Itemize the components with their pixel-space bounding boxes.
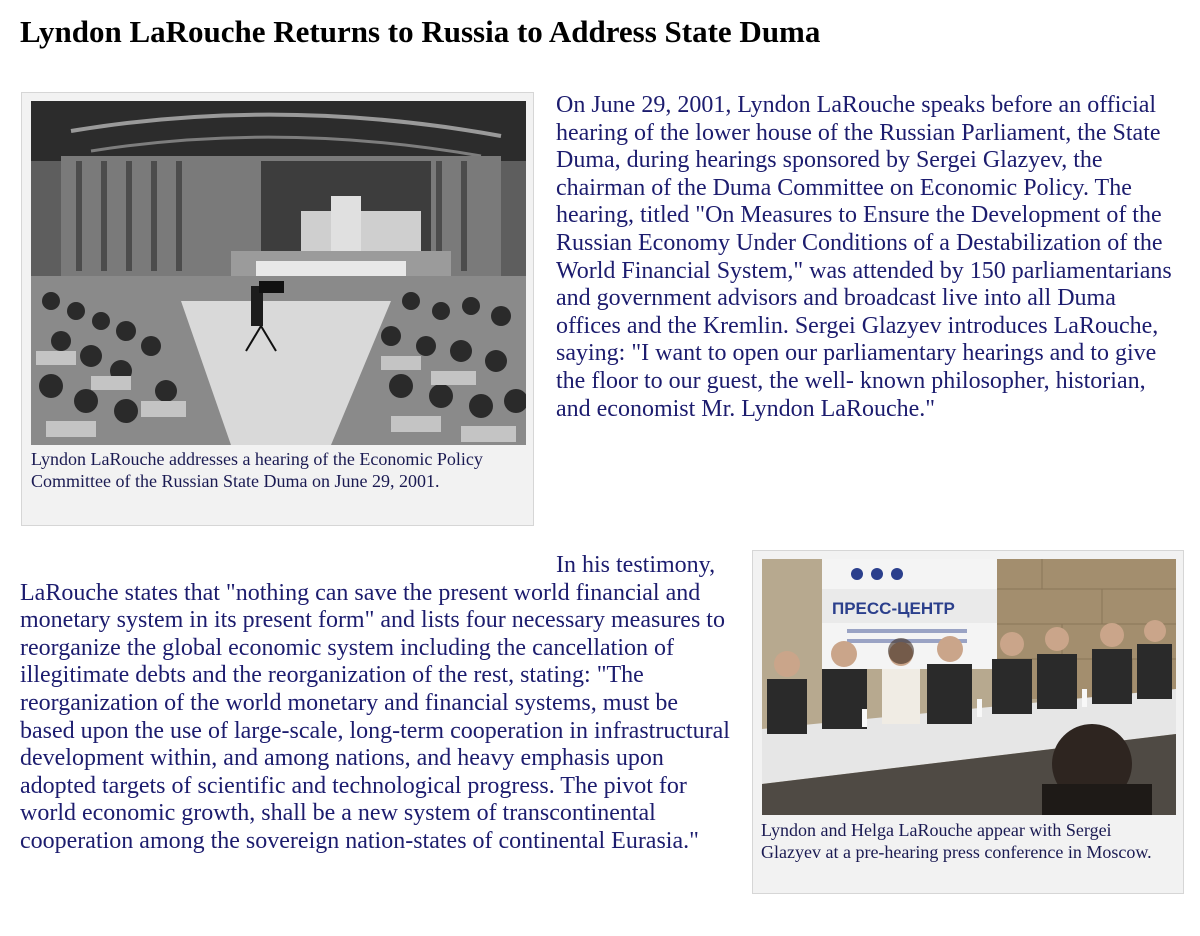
- press-center-banner-text: ПРЕСС-ЦЕНТР: [832, 599, 955, 618]
- hearing-photo-caption: Lyndon LaRouche addresses a hearing of the Economic Policy Committee of the Russian State Duma on June 29, 2001.: [31, 449, 483, 491]
- article-paragraph-1: On June 29, 2001, Lyndon LaRouche speaks before an official hearing of the lower house of the Russian Parliament, the State Duma, during hearings sponsored by Sergei Glazyev, the chairman of the Duma Committee on Economic Policy. The hearing, titled "On Measures to Ensure the Development of the Russian Economy Under Conditions of a Destabilization of the World Financial System," was attended by 150 parliamentarians and government advisors and broadcast live into all Duma offices and the Kremlin. Sergei Glazyev introduces LaRouche, saying: "I want to open our parliamentary hearings and to give the floor to our guest, the well- known philosopher, historian, and economist Mr. Lyndon LaRouche.": [556, 92, 1172, 422]
- press-conference-photo: [762, 559, 1176, 815]
- press-conference-photo-figure: [752, 550, 1184, 894]
- article-paragraph-2: In his testimony, LaRouche states that "nothing can save the present world financial and monetary system in its present form" and lists four necessary measures to reorganize the global economic system including the cancellation of illegitimate debts and the reorganization of the rest, stating: "The reorganization of the world monetary and financial systems, must be based upon the use of large-scale, long-term cooperation in infrastructural development within, and among nations, and heavy emphasis upon adopted targets of scientific and technological progress. The pivot for world economic growth, shall be a new system of transcontinental cooperation among the sovereign nation-states of continental Eurasia.": [20, 552, 730, 854]
- press-conference-photo-caption: Lyndon and Helga LaRouche appear with Sergei Glazyev at a pre-hearing press conference in Moscow.: [761, 820, 1152, 862]
- duma-hearing-photo: [31, 101, 526, 445]
- hearing-photo-figure: [21, 92, 534, 526]
- page-title: Lyndon LaRouche Returns to Russia to Address State Duma: [20, 14, 821, 49]
